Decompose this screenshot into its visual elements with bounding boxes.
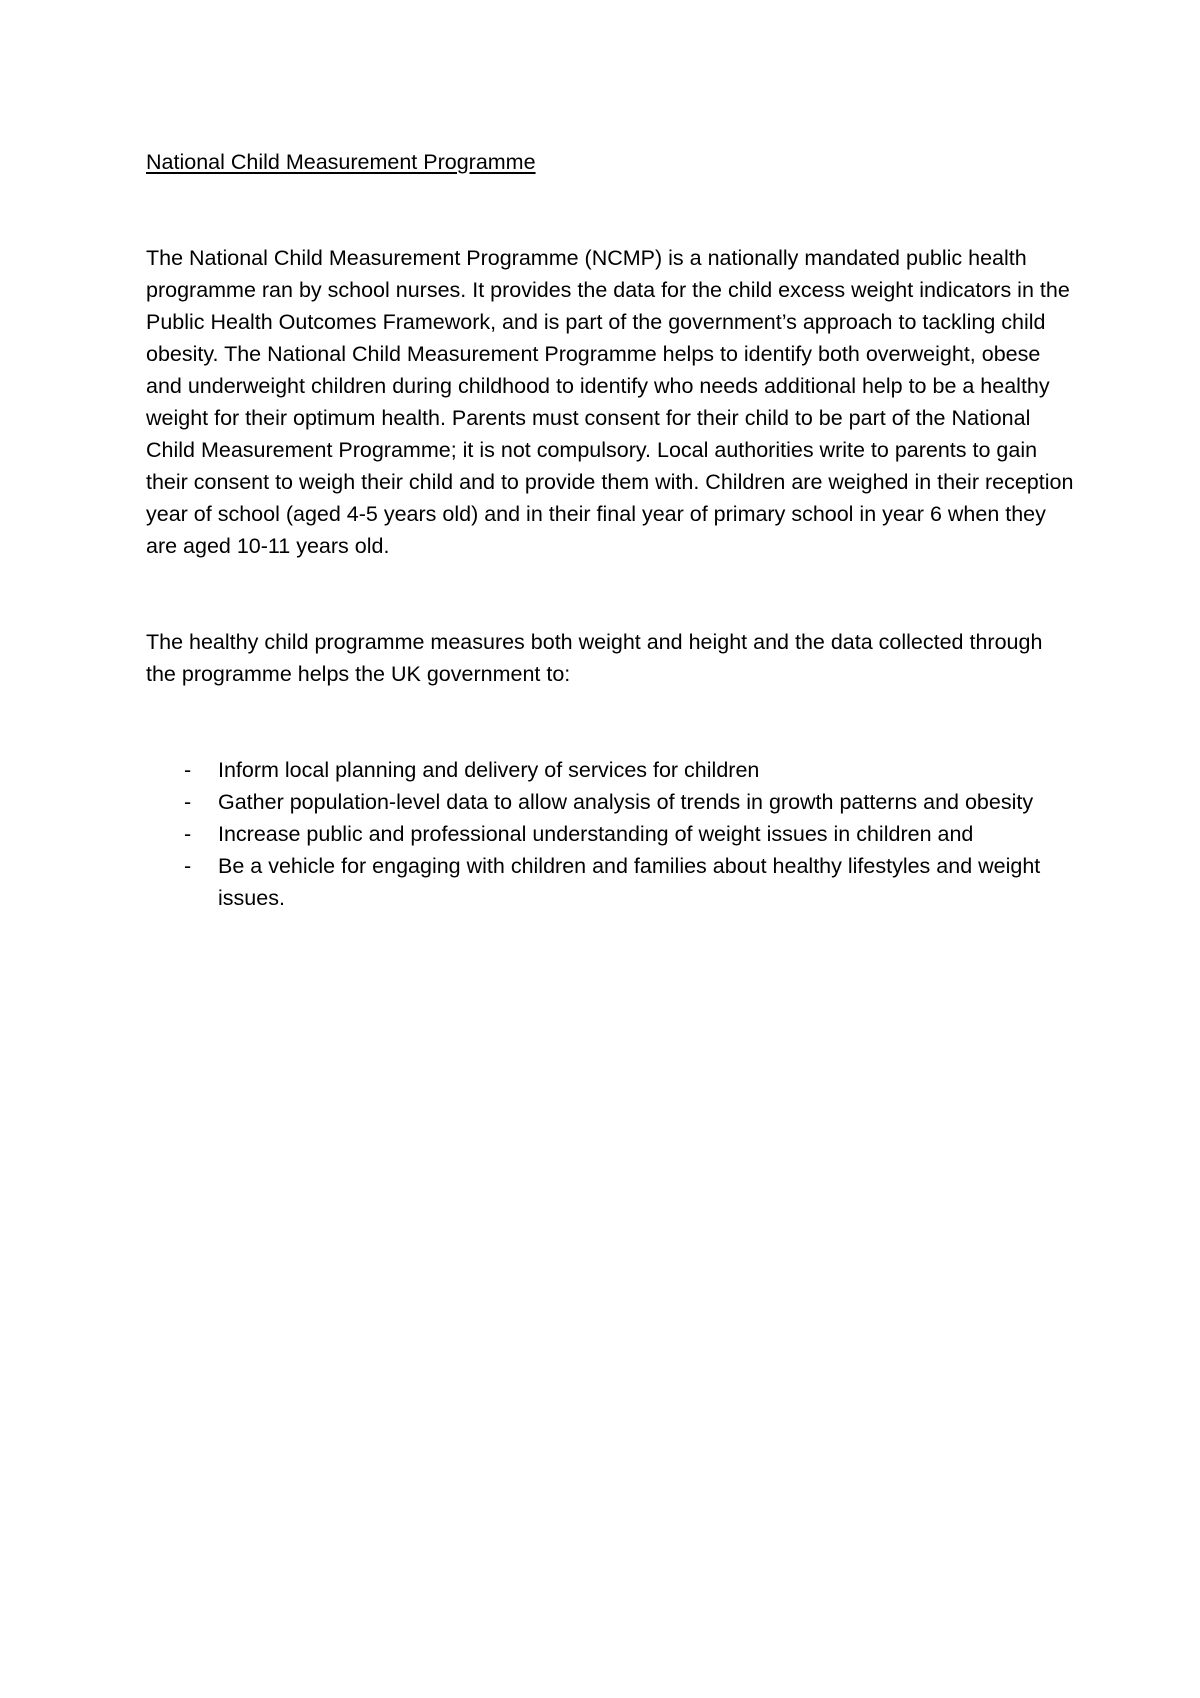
bullet-marker: -: [184, 790, 192, 814]
bullet-list: [146, 754, 1076, 914]
measures-paragraph: The healthy child programme measures both weight and height and the data collected through the programme helps the UK government to:: [146, 630, 1043, 686]
bullet-marker: -: [184, 822, 192, 846]
document-title: National Child Measurement Programme: [146, 150, 536, 174]
list-item-text: Be a vehicle for engaging with children and families about healthy lifestyles and weight issues.: [218, 854, 1041, 910]
bullet-marker: -: [184, 854, 192, 878]
list-item: [146, 786, 1076, 818]
intro-paragraph: The National Child Measurement Programme (NCMP) is a nationally mandated public health programme ran by school nurses. It provides the data for the child excess weight indicators in the Public Health Outcomes Framework, and is part of the government’s approach to tackling child obesity. The National Child Measurement Programme helps to identify both overweight, obese and underweight children during childhood to identify who needs additional help to be a healthy weight for their optimum health. Parents must consent for their child to be part of the National Child Measurement Programme; it is not compulsory. Local authorities write to parents to gain their consent to weigh their child and to provide them with. Children are weighed in their reception year of school (aged 4-5 years old) and in their final year of primary school in year 6 when they are aged 10-11 years old.: [146, 246, 1074, 558]
list-item-text: Increase public and professional understanding of weight issues in children and: [218, 822, 974, 846]
list-item-text: Inform local planning and delivery of services for children: [218, 758, 760, 782]
list-item: [146, 850, 1076, 914]
bullet-marker: -: [184, 758, 192, 782]
list-item: [146, 818, 1076, 850]
list-item-text: Gather population-level data to allow analysis of trends in growth patterns and obesity: [218, 790, 1034, 814]
document-body: [146, 146, 1076, 914]
list-item: [146, 754, 1076, 786]
